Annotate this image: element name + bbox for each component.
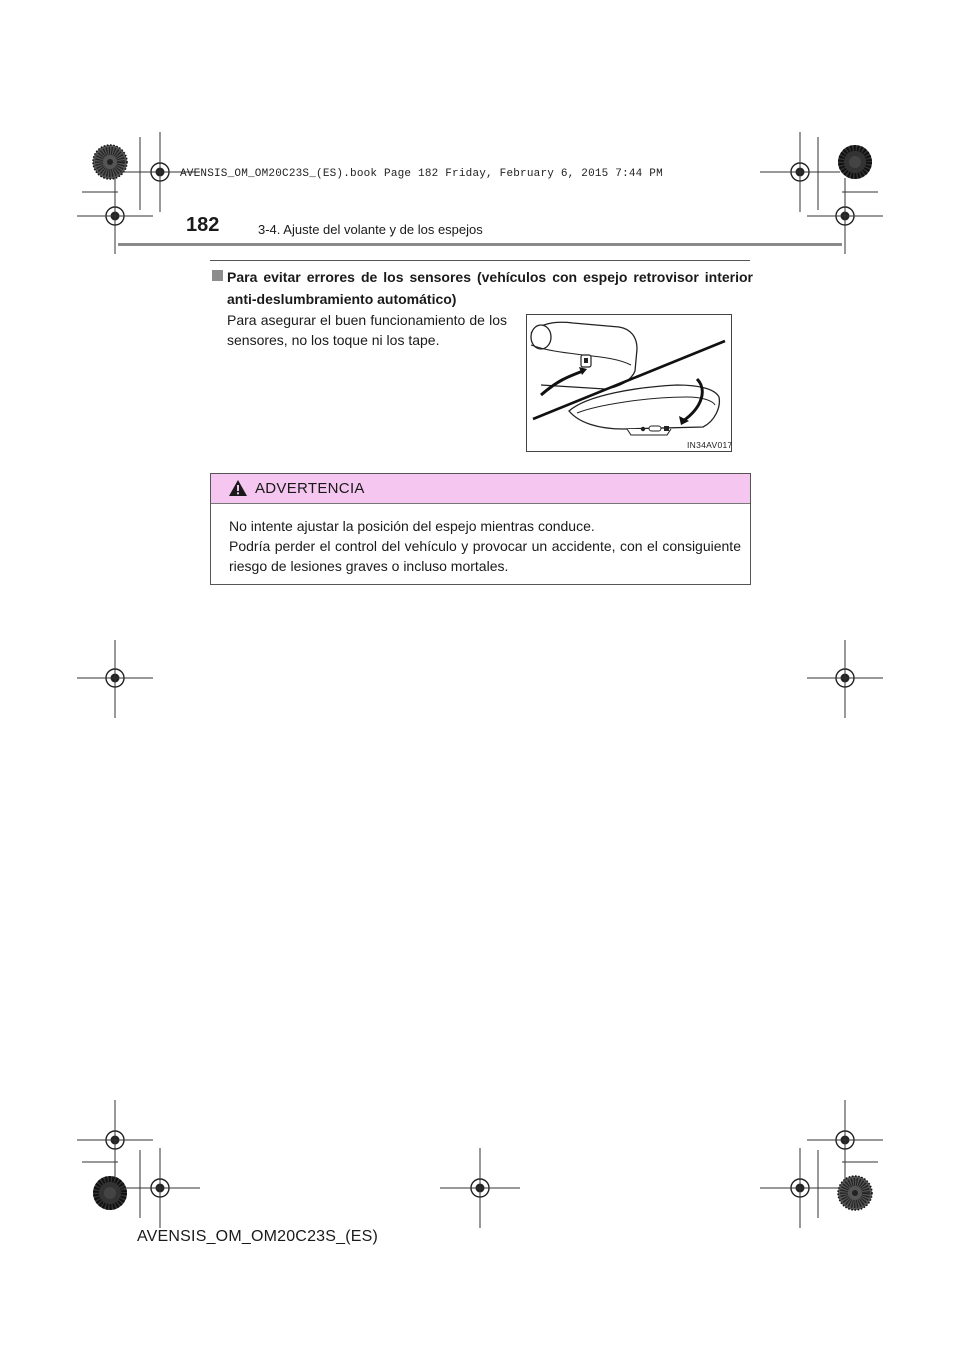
color-wheel-icon [93, 1176, 127, 1210]
page-number: 182 [186, 214, 220, 236]
square-bullet-icon [212, 270, 223, 281]
figure-code: IN34AV017 [687, 440, 733, 450]
section-title: 3-4. Ajuste del volante y de los espejos [258, 222, 483, 237]
warning-header [211, 474, 750, 504]
color-wheel-icon [93, 145, 127, 179]
color-wheel-icon [838, 1176, 872, 1210]
sensor-instruction-text: Para asegurar el buen funcionamiento de los sensores, no los toque ni los tape. [227, 312, 507, 348]
warning-line-2: Podría perder el control del vehículo y provocar un accidente, con el consiguiente riesgo de lesiones graves o incluso mortales. [229, 538, 741, 574]
color-wheel-icon [838, 145, 872, 179]
warning-triangle-icon [228, 479, 248, 497]
content-rule [210, 260, 750, 261]
warning-title: ADVERTENCIA [255, 480, 365, 497]
warning-line-1: No intente ajustar la posición del espejo mientras conduce. [229, 518, 595, 534]
footer-doc-code: AVENSIS_OM_OM20C23S_(ES) [137, 1228, 379, 1245]
warning-box [210, 473, 751, 585]
mirror-sensor-illustration [526, 314, 732, 452]
warning-text [229, 516, 741, 576]
header-rule [118, 243, 842, 246]
print-job-info: AVENSIS_OM_OM20C23S_(ES).book Page 182 Friday, February 6, 2015 7:44 PM [180, 168, 663, 180]
mirror-drawing [527, 315, 733, 453]
subsection-heading: Para evitar errores de los sensores (vehículos con espejo retrovisor interior anti-deslumbramiento automático) [227, 269, 753, 307]
